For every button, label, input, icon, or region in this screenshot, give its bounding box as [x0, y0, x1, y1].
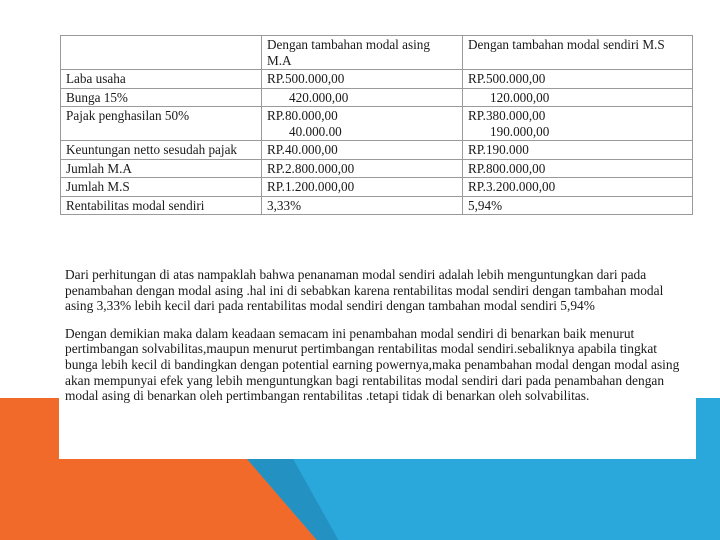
cell-value: 420.000,00: [289, 89, 349, 105]
row-label: Keuntungan netto sesudah pajak: [61, 141, 262, 160]
cell-value: 3,33%: [267, 197, 302, 213]
slide-content: [59, 27, 696, 459]
table-row: [61, 70, 693, 89]
body-text: [65, 267, 685, 416]
table-header-row: [61, 36, 693, 70]
paragraph-conclusion: Dari perhitungan di atas nampaklah bahwa penanaman modal sendiri adalah lebih menguntungkan dari pada penambahan dengan modal asing .hal ini di sebabkan karena rentabilitas modal sendiri dengan tambahan modal asing 3,33% lebih kecil dari pada rentabilitas modal sendiri dengan tambahan modal sendiri 5,94%: [65, 267, 664, 314]
row-label: Laba usaha: [61, 70, 262, 89]
cell-modal-asing: [262, 159, 463, 178]
cell-modal-asing: [262, 141, 463, 160]
cell-value: RP.1.200.000,00: [267, 179, 355, 194]
table-row: [61, 159, 693, 178]
cell-modal-sendiri: [463, 159, 693, 178]
cell-modal-sendiri: [463, 70, 693, 89]
row-label: Jumlah M.A: [61, 159, 262, 178]
cell-value: RP.380.000,00: [468, 108, 546, 123]
cell-value: 5,94%: [468, 197, 503, 213]
table-row: [61, 141, 693, 160]
capital-comparison-table: [60, 35, 693, 215]
paragraph-implication: Dengan demikian maka dalam keadaan semacam ini penambahan modal sendiri di benarkan baik menurut pertimbangan solvabilitas,maupun menurut pertimbangan rentabilitas modal sendiri.sebaliknya apabila tingkat bunga lebih kecil di bandingkan dengan potential earning powernya,maka penambahan modal dengan modal asing akan mempunyai efek yang lebih menguntungkan bagi rentabilitas modal sendiri dari pada penambahan dengan modal asing di benarkan oleh pertimbangan rentabilitas .tetapi tidak di benarkan oleh solvabilitas.: [65, 325, 680, 404]
cell-value: 40.000.00: [289, 123, 342, 139]
cell-modal-sendiri: [463, 178, 693, 197]
cell-value: RP.80.000,00: [267, 108, 338, 123]
cell-modal-sendiri: [463, 107, 693, 141]
table-row: [61, 107, 693, 141]
cell-value: RP.40.000,00: [267, 142, 338, 157]
cell-value: RP.500.000,00: [468, 71, 546, 86]
cell-value: 120.000,00: [490, 89, 550, 105]
cell-value: RP.2.800.000,00: [267, 160, 355, 176]
header-cell-modal-asing: Dengan tambahan modal asing M.A: [262, 36, 463, 70]
cell-value: RP.800.000,00: [468, 160, 546, 176]
cell-modal-asing: [262, 88, 463, 107]
row-label: Jumlah M.S: [61, 178, 262, 197]
header-cell-empty: [61, 36, 262, 70]
cell-modal-sendiri: [463, 196, 693, 215]
cell-value: RP.500.000,00: [267, 71, 345, 86]
row-label: Rentabilitas modal sendiri: [61, 196, 262, 215]
cell-modal-sendiri: [463, 88, 693, 107]
cell-modal-asing: [262, 70, 463, 89]
row-label: Bunga 15%: [61, 88, 262, 107]
header-cell-modal-sendiri: Dengan tambahan modal sendiri M.S: [463, 36, 693, 70]
table-row: [61, 88, 693, 107]
cell-modal-sendiri: [463, 141, 693, 160]
row-label: Pajak penghasilan 50%: [61, 107, 262, 141]
cell-value: RP.3.200.000,00: [468, 179, 556, 194]
table-row: [61, 196, 693, 215]
cell-modal-asing: [262, 107, 463, 141]
cell-value: RP.190.000: [468, 142, 529, 157]
cell-modal-asing: [262, 178, 463, 197]
cell-modal-asing: [262, 196, 463, 215]
cell-value: 190.000,00: [490, 123, 550, 139]
table-row: [61, 178, 693, 197]
